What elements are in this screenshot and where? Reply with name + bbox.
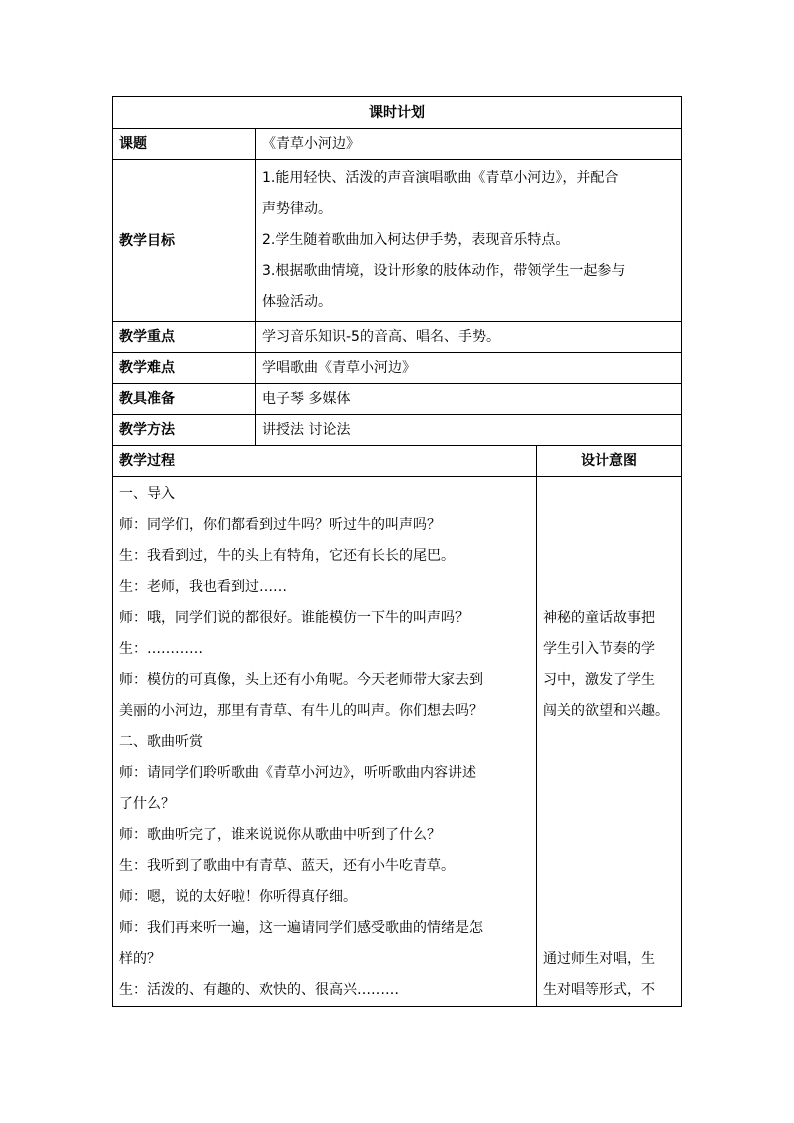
process-line: 美丽的小河边，那里有青草、有牛儿的叫声。你们想去吗？ xyxy=(119,703,483,719)
process-line: 师：同学们，你们都看到过牛吗？听过牛的叫声吗？ xyxy=(119,517,441,533)
design-notes xyxy=(537,477,682,1007)
process-line: 师：歌曲听完了，谁来说说你从歌曲中听到了什么？ xyxy=(119,827,441,843)
process-line: 师：我们再来听一遍，这一遍请同学们感受歌曲的情绪是怎 xyxy=(119,920,483,936)
process-line: 生：活泼的、有趣的、欢快的、很高兴……… xyxy=(119,982,399,998)
objectives-label: 教学目标 xyxy=(113,160,256,322)
tools-label: 教具准备 xyxy=(113,384,256,415)
process-header: 教学过程 xyxy=(113,446,537,477)
design-note-line: 习中，激发了学生 xyxy=(543,672,655,688)
process-line: 一、导入 xyxy=(119,486,175,502)
process-line: 师：模仿的可真像，头上还有小角呢。今天老师带大家去到 xyxy=(119,672,483,688)
lesson-plan-table xyxy=(112,96,682,1007)
process-line: 生：我看到过，牛的头上有特角，它还有长长的尾巴。 xyxy=(119,548,455,564)
process-line: 生：老师，我也看到过…… xyxy=(119,579,287,595)
process-line: 样的？ xyxy=(119,951,161,967)
key-points-label: 教学重点 xyxy=(113,322,256,353)
process-line: 师：哦，同学们说的都很好。谁能模仿一下牛的叫声吗？ xyxy=(119,610,469,626)
tools-value: 电子琴 多媒体 xyxy=(256,384,682,415)
design-header: 设计意图 xyxy=(537,446,682,477)
design-note-line: 学生引入节奏的学 xyxy=(543,641,655,657)
process-line: 生：………… xyxy=(119,641,203,657)
difficulties-value: 学唱歌曲《青草小河边》 xyxy=(256,353,682,384)
key-points-value: 学习音乐知识-5的音高、唱名、手势。 xyxy=(256,322,682,353)
objective-line: 2.学生随着歌曲加入柯达伊手势，表现音乐特点。 xyxy=(262,232,570,248)
process-line: 师：请同学们聆听歌曲《青草小河边》，听听歌曲内容讲述 xyxy=(119,765,476,781)
process-line: 生：我听到了歌曲中有青草、蓝天，还有小牛吃青草。 xyxy=(119,858,455,874)
design-note-line: 生对唱等形式，不 xyxy=(543,982,655,998)
objective-line: 3.根据歌曲情境，设计形象的肢体动作，带领学生一起参与 xyxy=(262,263,626,279)
objective-line: 1.能用轻快、活泼的声音演唱歌曲《青草小河边》，并配合 xyxy=(262,170,619,186)
objective-line: 声势律动。 xyxy=(262,201,332,217)
design-note-line: 闯关的欲望和兴趣。 xyxy=(543,703,669,719)
process-line: 师：嗯，说的太好啦！你听得真仔细。 xyxy=(119,889,357,905)
objective-line: 体验活动。 xyxy=(262,294,332,310)
process-line: 二、歌曲听赏 xyxy=(119,734,203,750)
lesson-plan xyxy=(112,96,681,1007)
topic-label: 课题 xyxy=(113,129,256,160)
process-content xyxy=(113,477,537,1007)
table-title: 课时计划 xyxy=(113,97,682,129)
difficulties-label: 教学难点 xyxy=(113,353,256,384)
design-note-line: 神秘的童话故事把 xyxy=(543,610,655,626)
process-line: 了什么？ xyxy=(119,796,175,812)
methods-label: 教学方法 xyxy=(113,415,256,446)
methods-value: 讲授法 讨论法 xyxy=(256,415,682,446)
objectives-content xyxy=(256,160,682,322)
design-note-line: 通过师生对唱，生 xyxy=(543,951,655,967)
topic-value: 《青草小河边》 xyxy=(256,129,682,160)
